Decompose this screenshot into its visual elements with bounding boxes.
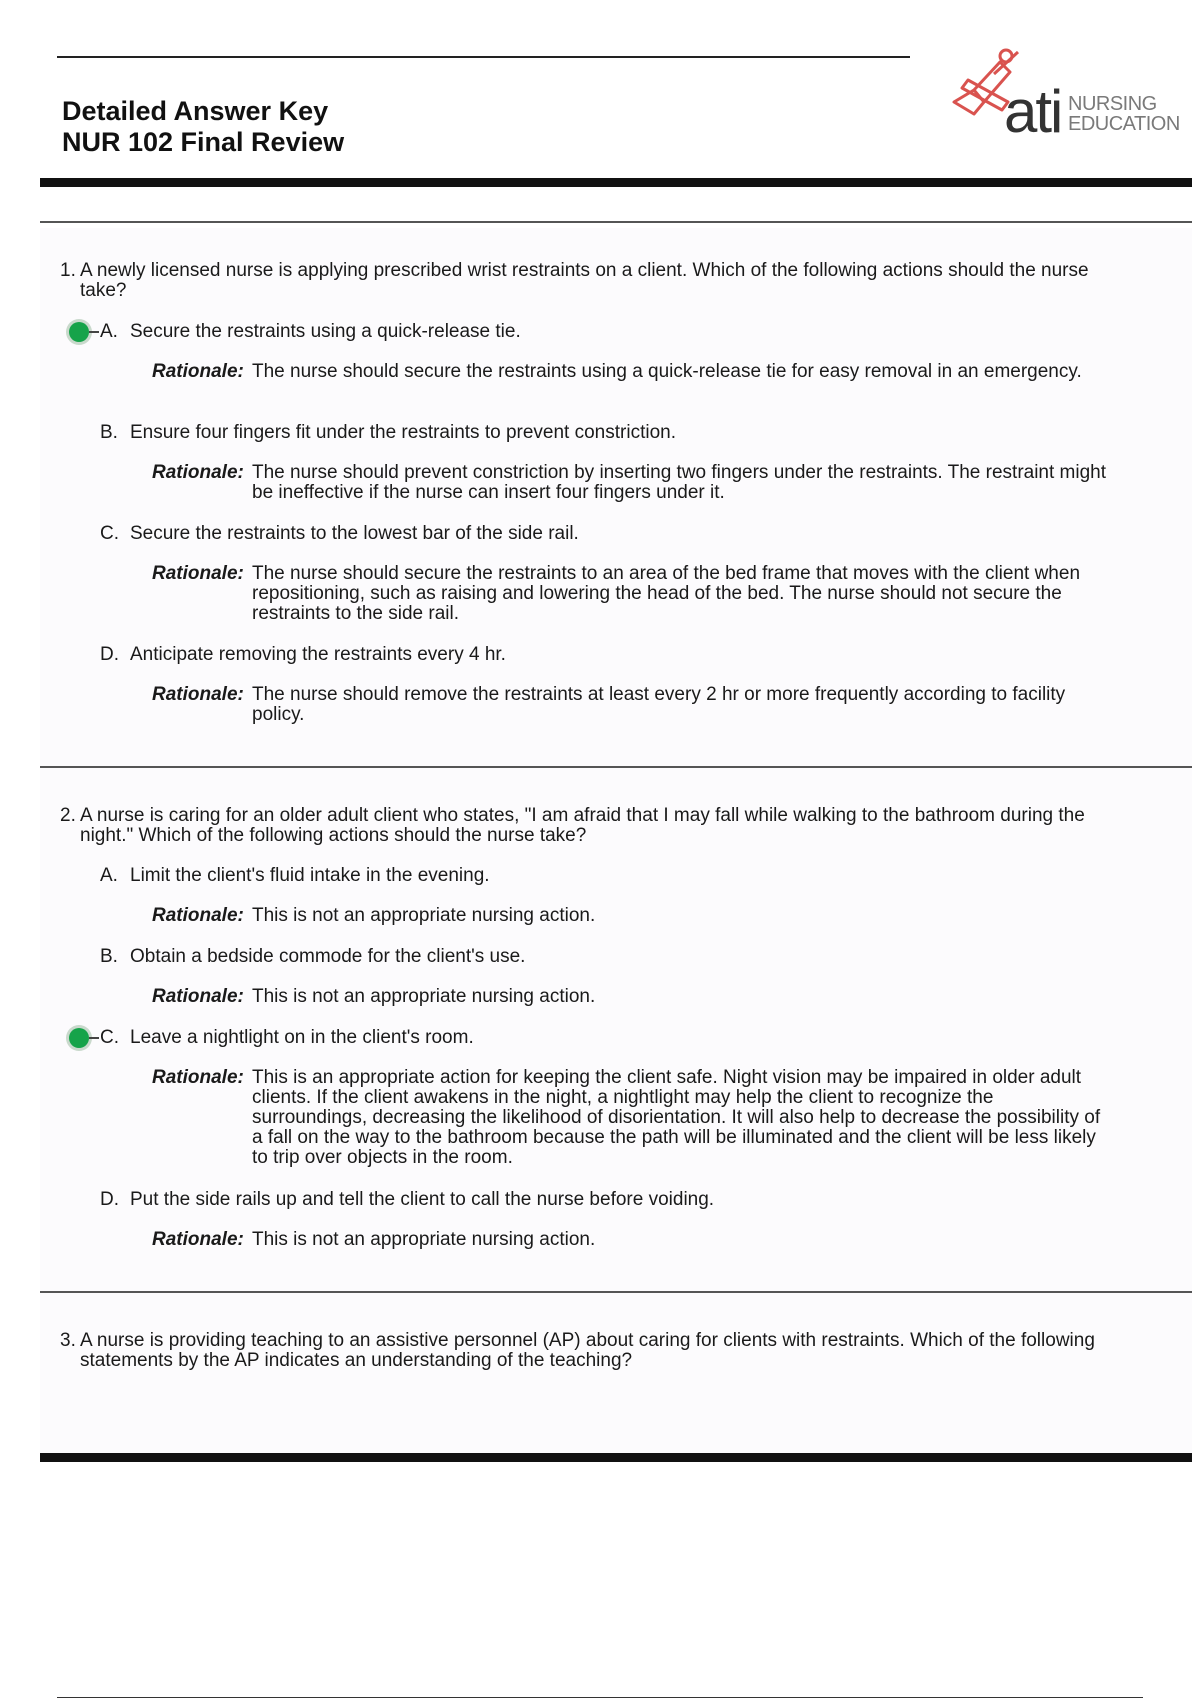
q2-rationale-a (152, 906, 1112, 926)
option-text: Secure the restraints to the lowest bar of the side rail. (130, 523, 579, 544)
option-text: Ensure four fingers fit under the restraints to prevent constriction. (130, 422, 676, 443)
q1-rationale-c (152, 564, 1112, 624)
rationale-label: Rationale: (152, 1229, 244, 1250)
section-end-thick-rule (40, 1453, 1192, 1462)
q2-option-c (100, 1028, 1100, 1048)
title-line-2: NUR 102 Final Review (62, 127, 345, 157)
question-divider (40, 1291, 1192, 1293)
option-letter: A. (100, 865, 118, 886)
question-text: A nurse is providing teaching to an assistive personnel (AP) about caring for clients with restraints. Which of the following statements by the AP indicates an understanding of the teaching? (80, 1330, 1095, 1371)
option-letter: D. (100, 644, 119, 665)
header-top-rule (57, 56, 910, 58)
option-letter: B. (100, 946, 118, 967)
option-letter: D. (100, 1189, 119, 1210)
q1-option-a (100, 322, 1100, 342)
option-letter: A. (100, 321, 118, 342)
footer-rule (57, 1697, 1143, 1698)
option-letter: C. (100, 1027, 119, 1048)
logo-brand: ati (1004, 78, 1062, 145)
rationale-text: The nurse should prevent constriction by inserting two fingers under the restraints. The restraint might be ineffective if the nurse can insert four fingers under it. (252, 462, 1107, 503)
rationale-label: Rationale: (152, 1067, 244, 1088)
q2-rationale-c (152, 1068, 1112, 1168)
question-1 (60, 261, 1120, 301)
q2-option-b (100, 947, 1100, 967)
section-divider (40, 221, 1192, 223)
q1-rationale-a (152, 362, 1112, 382)
correct-answer-marker (64, 1024, 100, 1052)
question-2 (60, 806, 1120, 846)
logo-line-1: NURSING (1068, 93, 1157, 115)
q2-rationale-b (152, 987, 1112, 1007)
option-text: Put the side rails up and tell the client to call the nurse before voiding. (130, 1189, 715, 1210)
ati-logo (948, 44, 1180, 145)
logo-line-2: EDUCATION (1068, 113, 1180, 135)
option-text: Obtain a bedside commode for the client's use. (130, 946, 526, 967)
q1-rationale-b (152, 463, 1112, 503)
rationale-text: This is not an appropriate nursing action. (252, 905, 596, 926)
rationale-text: This is an appropriate action for keeping the client safe. Night vision may be impaired in older adult clients. If the client awakens in the night, a nightlight may help the client to recognize the surroundings, decreasing the likelihood of disorientation. It will also help to decrease the possibility of a fall on the way to the bathroom because the path will be illuminated and the client will be less likely to trip over objects in the room. (252, 1067, 1101, 1168)
q1-rationale-d (152, 685, 1112, 725)
question-divider (40, 766, 1192, 768)
rationale-label: Rationale: (152, 905, 244, 926)
question-text: A nurse is caring for an older adult client who states, "I am afraid that I may fall while walking to the bathroom during the night." Which of the following actions should the nurse take? (80, 805, 1085, 846)
rationale-text: The nurse should remove the restraints at least every 2 hr or more frequently according to facility policy. (252, 684, 1066, 725)
option-text: Anticipate removing the restraints every 4 hr. (130, 644, 506, 665)
correct-dot-icon (69, 322, 89, 342)
question-number: 3. (60, 1330, 76, 1351)
q1-option-c (100, 524, 1100, 544)
question-text: A newly licensed nurse is applying prescribed wrist restraints on a client. Which of the following actions should the nurse take? (80, 260, 1089, 301)
correct-answer-marker (64, 318, 100, 346)
question-number: 1. (60, 260, 76, 281)
question-3 (60, 1331, 1120, 1371)
q2-option-d (100, 1190, 1100, 1210)
option-text: Leave a nightlight on in the client's room. (130, 1027, 474, 1048)
question-number: 2. (60, 805, 76, 826)
q2-option-a (100, 866, 1100, 886)
rationale-text: This is not an appropriate nursing action. (252, 986, 596, 1007)
rationale-text: This is not an appropriate nursing action. (252, 1229, 596, 1250)
q2-rationale-d (152, 1230, 1112, 1250)
option-letter: B. (100, 422, 118, 443)
rationale-text: The nurse should secure the restraints using a quick-release tie for easy removal in an emergency. (252, 361, 1082, 382)
q1-option-d (100, 645, 1100, 665)
rationale-label: Rationale: (152, 462, 244, 483)
rationale-text: The nurse should secure the restraints to an area of the bed frame that moves with the client when repositioning, such as raising and lowering the head of the bed. The nurse should not secure the restraints to the side rail. (252, 563, 1081, 624)
title-line-1: Detailed Answer Key (62, 96, 329, 126)
document-title (62, 96, 344, 158)
rationale-label: Rationale: (152, 986, 244, 1007)
rationale-label: Rationale: (152, 563, 244, 584)
logo-subtitle (1068, 94, 1180, 134)
header-thick-rule (40, 178, 1192, 187)
q1-option-b (100, 423, 1100, 443)
option-text: Limit the client's fluid intake in the evening. (130, 865, 490, 886)
correct-dot-icon (69, 1028, 89, 1048)
rationale-label: Rationale: (152, 684, 244, 705)
rationale-label: Rationale: (152, 361, 244, 382)
option-letter: C. (100, 523, 119, 544)
option-text: Secure the restraints using a quick-release tie. (130, 321, 521, 342)
